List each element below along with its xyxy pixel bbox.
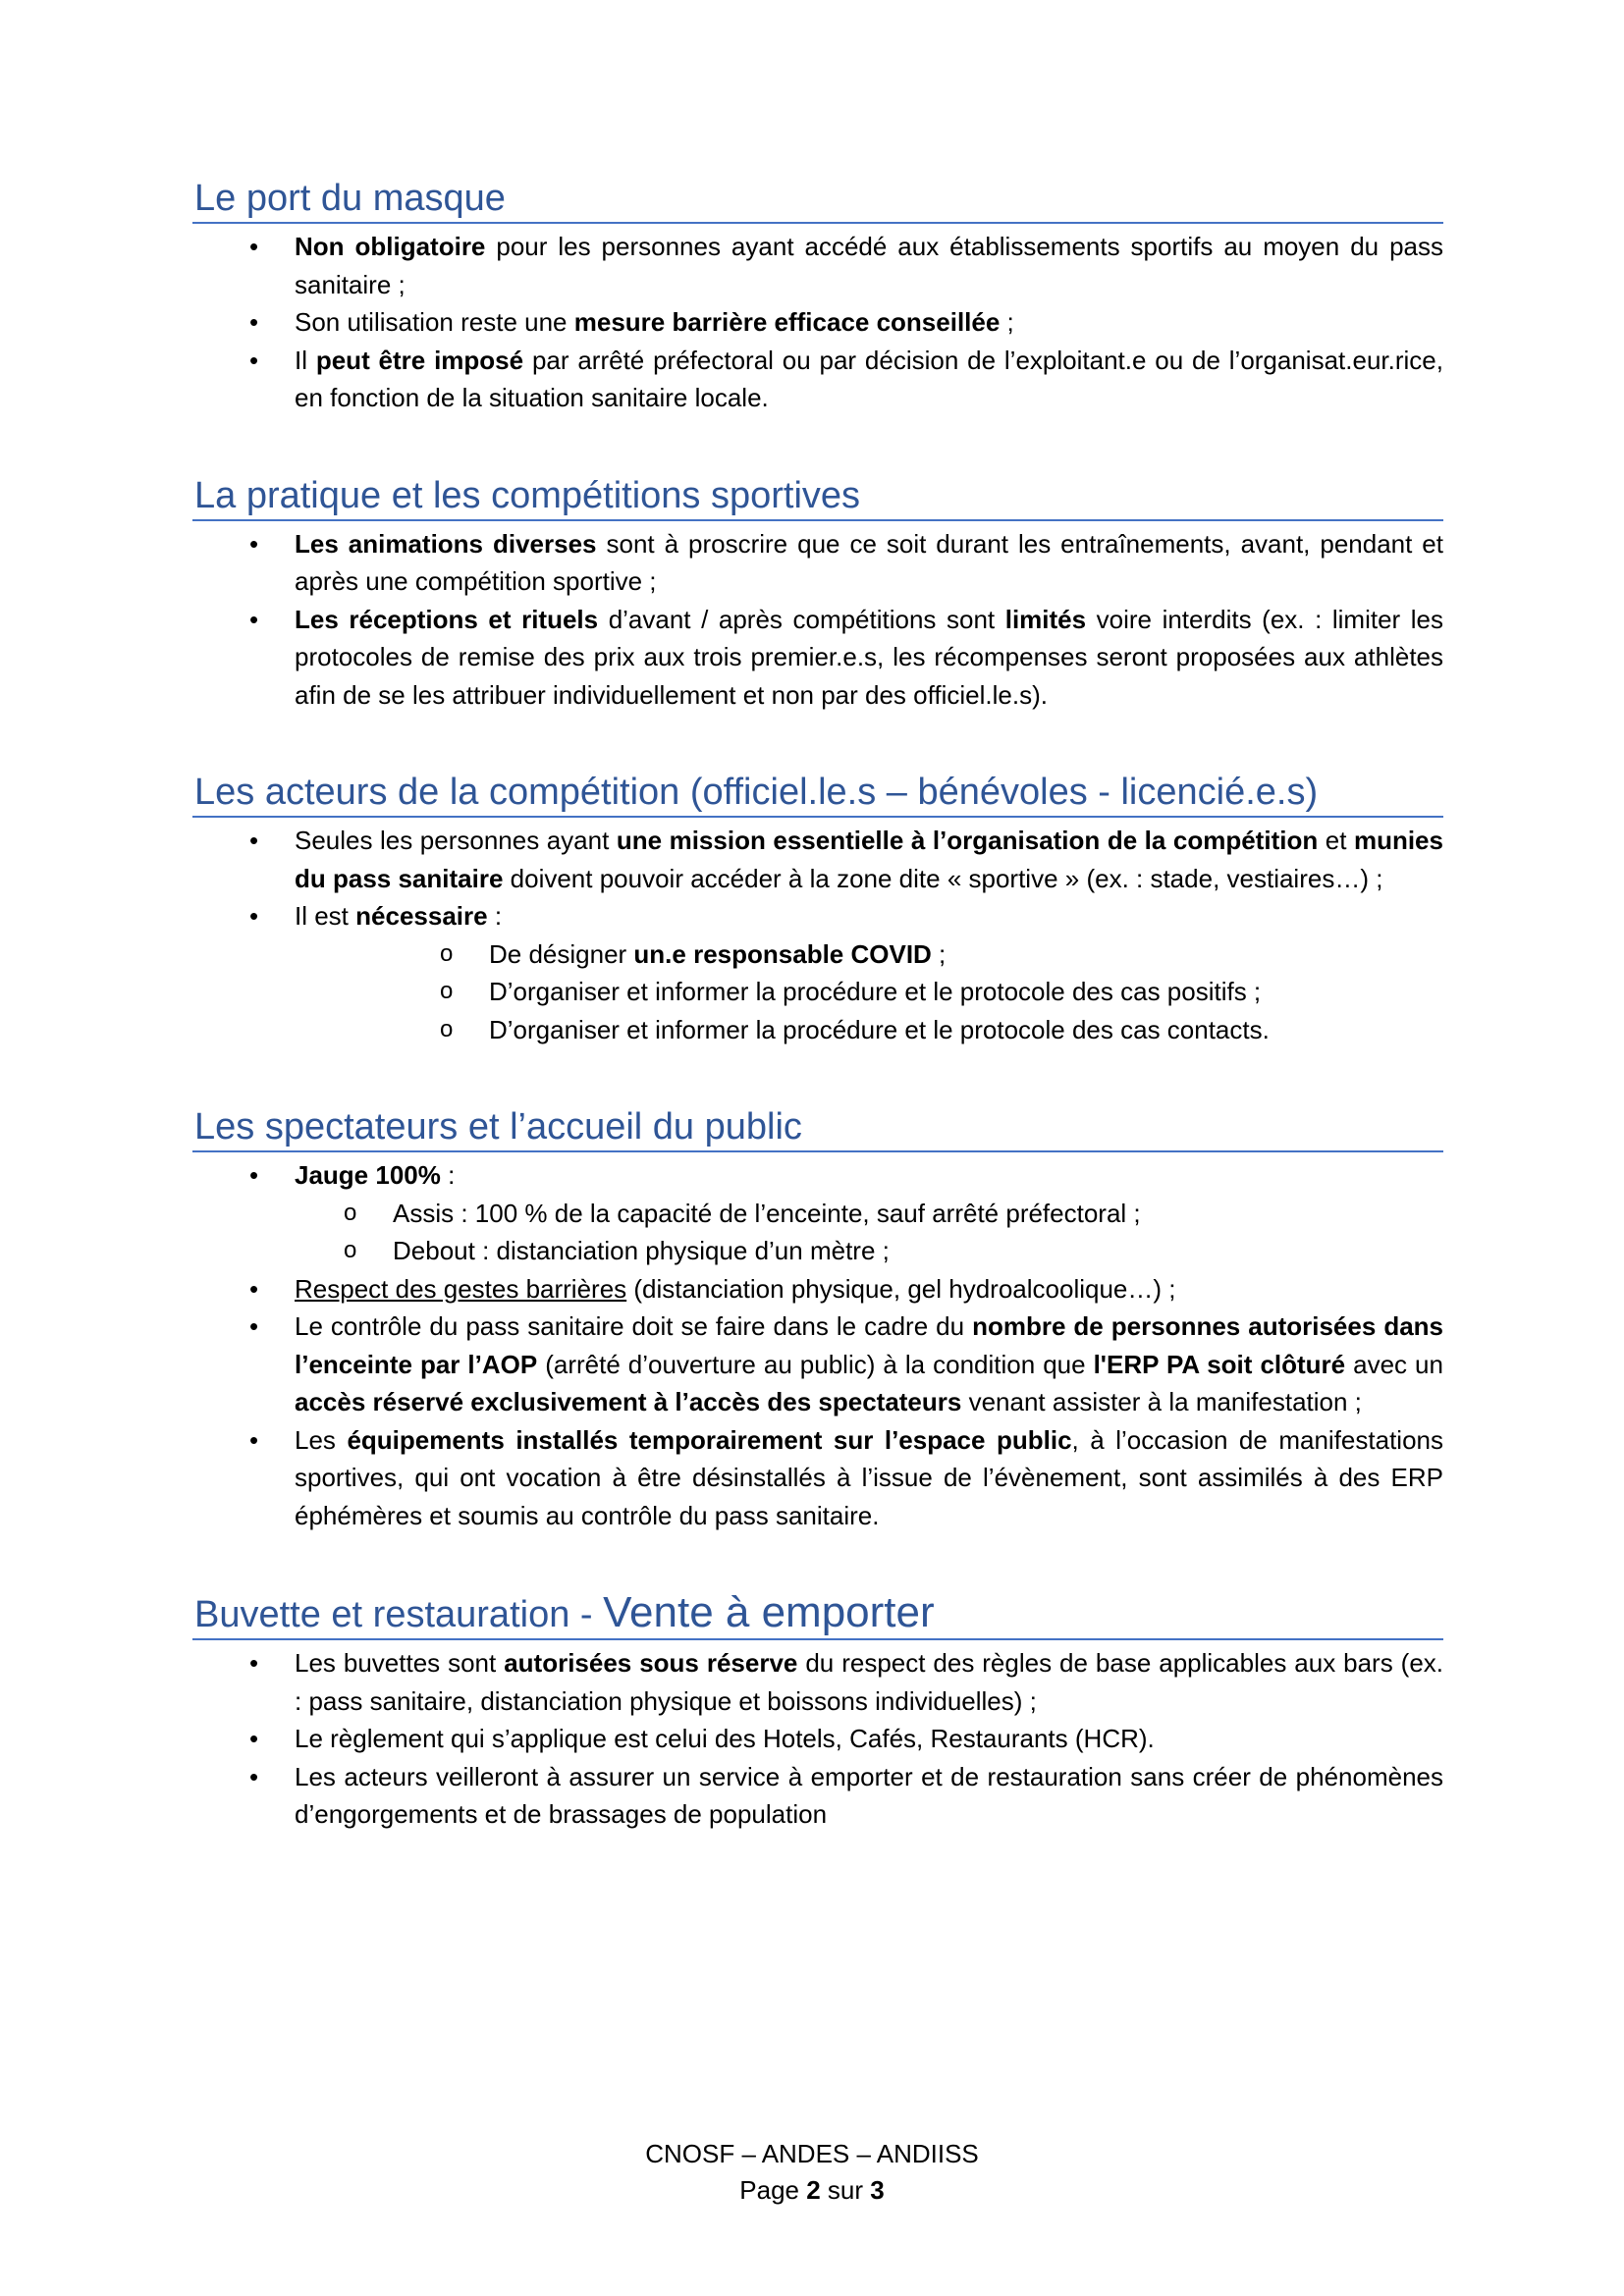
bullet-list [192, 525, 1443, 715]
circle-bullet-icon: o [440, 939, 454, 967]
sub-list [295, 1195, 1443, 1270]
bullet-icon: • [249, 307, 259, 337]
list-item: • Le règlement qui s’applique est celui des Hotels, Cafés, Restaurants (HCR). [192, 1720, 1443, 1758]
list-item: • Il est nécessaire : o De désigner un.e responsable COVID ; o D’organiser et informer la procédure et le protocole des cas positifs ; o D’organiser et informer la procédure et le protocole des cas contacts. [192, 897, 1443, 1048]
list-item: • Le contrôle du pass sanitaire doit se faire dans le cadre du nombre de personnes autorisées dans l’enceinte par l’AOP (arrêté d’ouverture au public) à la condition que l'ERP PA soit clôturé avec un accès réservé exclusivement à l’accès des spectateurs venant assister à la manifestation ; [192, 1308, 1443, 1421]
bullet-icon: • [249, 1648, 259, 1678]
list-item: • Les équipements installés temporairement sur l’espace public, à l’occasion de manifestations sportives, qui ont vocation à être désinstallés à l’issue de l’évènement, sont assimilés à des ERP éphémères et soumis au contrôle du pass sanitaire. [192, 1421, 1443, 1535]
list-item: • Respect des gestes barrières (distanciation physique, gel hydroalcoolique…) ; [192, 1270, 1443, 1308]
circle-bullet-icon: o [440, 1015, 454, 1042]
section-heading: Les acteurs de la compétition (officiel.le.s – bénévoles - licencié.e.s) [192, 769, 1443, 818]
sub-list-item: o Assis : 100 % de la capacité de l’enceinte, sauf arrêté préfectoral ; [192, 1195, 1443, 1233]
section-pratique-competitions [192, 472, 1443, 715]
list-item: • Non obligatoire pour les personnes ayant accédé aux établissements sportifs au moyen du pass sanitaire ; [192, 228, 1443, 303]
bullet-icon: • [249, 1311, 259, 1341]
section-heading: Buvette et restauration - Vente à emporter [192, 1589, 1443, 1640]
bullet-icon: • [249, 1761, 259, 1791]
list-item: • Les animations diverses sont à proscrire que ce soit durant les entraînements, avant, pendant et après une compétition sportive ; [192, 525, 1443, 601]
document-page [192, 175, 1443, 1834]
bullet-icon: • [249, 1160, 259, 1190]
sub-list-item: o Debout : distanciation physique d’un mètre ; [192, 1232, 1443, 1270]
footer-organizations: CNOSF – ANDES – ANDIISS [645, 2139, 979, 2168]
section-heading: La pratique et les compétitions sportives [192, 472, 1443, 521]
circle-bullet-icon: o [344, 1199, 357, 1226]
list-item: • Jauge 100% : o Assis : 100 % de la capacité de l’enceinte, sauf arrêté préfectoral ; o Debout : distanciation physique d’un mètre ; [192, 1156, 1443, 1270]
list-item: • Seules les personnes ayant une mission essentielle à l’organisation de la compétition et munies du pass sanitaire doivent pouvoir accéder à la zone dite « sportive » (ex. : stade, vestiaires…) ; [192, 822, 1443, 897]
bullet-list [192, 1644, 1443, 1834]
bullet-list [192, 1156, 1443, 1534]
bullet-icon: • [249, 604, 259, 634]
section-heading: Les spectateurs et l’accueil du public [192, 1103, 1443, 1152]
list-item: • Son utilisation reste une mesure barrière efficace conseillée ; [192, 303, 1443, 342]
section-heading: Le port du masque [192, 175, 1443, 224]
bullet-icon: • [249, 1273, 259, 1304]
sub-list-item: o D’organiser et informer la procédure et le protocole des cas contacts. [192, 1011, 1443, 1049]
section-port-du-masque [192, 175, 1443, 417]
bullet-icon: • [249, 528, 259, 559]
circle-bullet-icon: o [440, 978, 454, 1004]
bullet-list [192, 228, 1443, 417]
bullet-icon: • [249, 901, 259, 931]
sub-list-item: o D’organiser et informer la procédure et le protocole des cas positifs ; [192, 973, 1443, 1011]
list-item: • Les buvettes sont autorisées sous réserve du respect des règles de base applicables aux bars (ex. : pass sanitaire, distanciation physique et boissons individuelles) ; [192, 1644, 1443, 1720]
list-item: • Il peut être imposé par arrêté préfectoral ou par décision de l’exploitant.e ou de l’organisat.eur.rice, en fonction de la situation sanitaire locale. [192, 342, 1443, 417]
bullet-icon: • [249, 826, 259, 855]
section-acteurs-competition [192, 769, 1443, 1048]
bullet-icon: • [249, 1724, 259, 1753]
page-footer [0, 2136, 1624, 2209]
bullet-list [192, 822, 1443, 1048]
circle-bullet-icon: o [344, 1237, 357, 1263]
bullet-icon: • [249, 1424, 259, 1455]
bullet-icon: • [249, 232, 259, 261]
sub-list-item: o De désigner un.e responsable COVID ; [192, 935, 1443, 974]
list-item: • Les acteurs veilleront à assurer un service à emporter et de restauration sans créer de phénomènes d’engorgements et de brassages de population [192, 1758, 1443, 1834]
bullet-icon: • [249, 345, 259, 375]
section-buvette-restauration [192, 1589, 1443, 1834]
sub-list [295, 935, 1443, 1049]
page-number: Page 2 sur 3 [739, 2175, 885, 2205]
list-item: • Les réceptions et rituels d’avant / après compétitions sont limités voire interdits (ex. : limiter les protocoles de remise des prix aux trois premier.e.s, les récompenses seront proposées aux athlètes afin de se les attribuer individuellement et non par des officiel.le.s). [192, 601, 1443, 715]
section-spectateurs-accueil [192, 1103, 1443, 1534]
